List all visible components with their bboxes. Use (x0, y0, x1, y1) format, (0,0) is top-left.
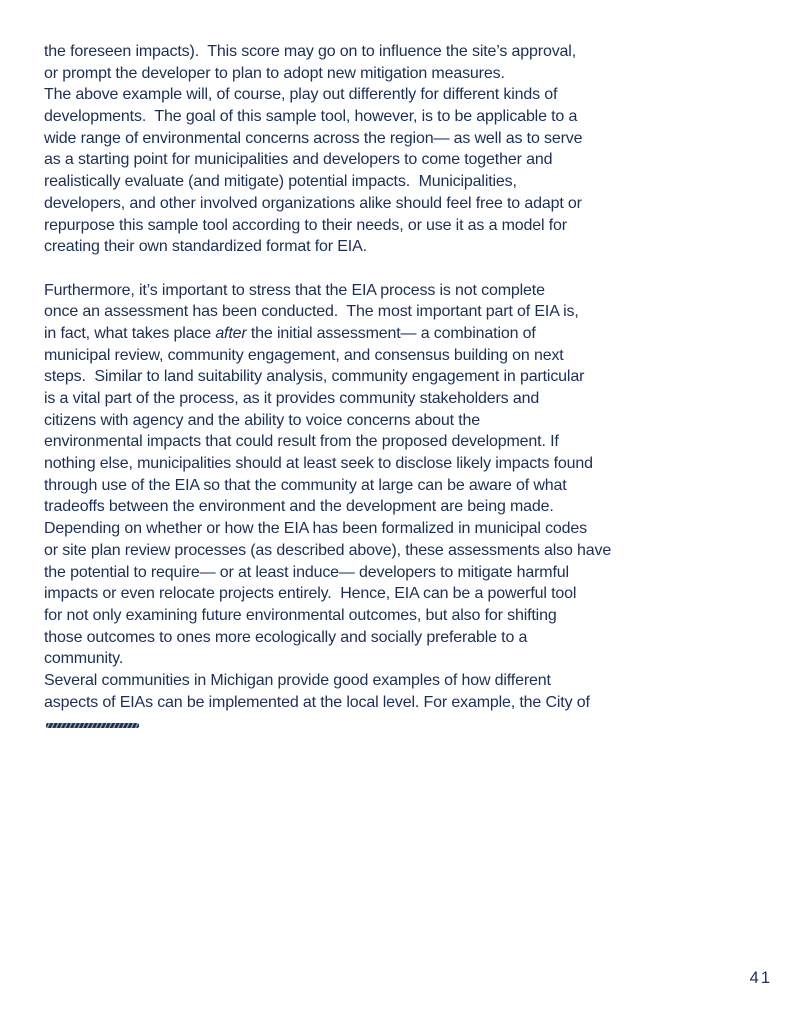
text-line: repurpose this sample tool according to their needs, or use it as a model for (44, 216, 567, 234)
text-line: Depending on whether or how the EIA has been formalized in municipal codes (44, 520, 588, 538)
text-line: Several communities in Michigan provide good examples of how different (44, 671, 551, 689)
text-line: the potential to require— or at least induce— developers to mitigate harmful (44, 563, 569, 581)
text-line: The above example will, of course, play out differently for different kinds of (44, 86, 558, 104)
text-line: tradeoffs between the environment and the development are being made. (44, 498, 554, 516)
text-line: is a vital part of the process, as it provides community stakeholders and (44, 390, 540, 407)
text-line: realistically evaluate (and mitigate) potential impacts. Municipalities, (44, 173, 517, 191)
text-line: through use of the EIA so that the community at large can be aware of what (44, 476, 567, 494)
paragraph (44, 280, 704, 670)
text-line: or site plan review processes (as described above), these assessments also have (44, 541, 612, 559)
text-line: in fact, what takes place after the initial assessment— a combination of (44, 324, 536, 342)
redaction-squiggle (46, 723, 139, 728)
page-number: 41 (749, 969, 772, 987)
text-line: as a starting point for municipalities and developers to come together and (44, 151, 553, 169)
text-line: community. (44, 650, 124, 668)
text-line: environmental impacts that could result from the proposed development. If (44, 433, 559, 451)
text-line: the foreseen impacts). This score may go on to influence the site’s approval, (44, 43, 576, 60)
text-line: once an assessment has been conducted. The most important part of EIA is, (44, 303, 579, 321)
paragraph (44, 41, 704, 258)
text-line: developments. The goal of this sample tool, however, is to be applicable to a (44, 108, 578, 126)
text-line: creating their own standardized format for EIA. (44, 238, 367, 256)
text-line: steps. Similar to land suitability analysis, community engagement in particular (44, 368, 585, 386)
text-line: those outcomes to ones more ecologically and socially preferable to a (44, 628, 528, 646)
text-line: Furthermore, it’s important to stress that the EIA process is not complete (44, 281, 545, 299)
text-line: or prompt the developer to plan to adopt new mitigation measures. (44, 64, 505, 82)
paragraph (44, 670, 704, 713)
text-body (44, 41, 704, 728)
text-line: nothing else, municipalities should at least seek to disclose likely impacts found (44, 455, 593, 473)
text-line: for not only examining future environmental outcomes, but also for shifting (44, 606, 557, 624)
text-line: developers, and other involved organizations alike should feel free to adapt or (44, 194, 582, 212)
text-line: aspects of EIAs can be implemented at the local level. For example, the City of (44, 693, 590, 711)
text-line: impacts or even relocate projects entirely. Hence, EIA can be a powerful tool (44, 585, 577, 603)
text-line: wide range of environmental concerns across the region— as well as to serve (44, 129, 583, 147)
text-line: municipal review, community engagement, and consensus building on next (44, 346, 564, 364)
text-line: citizens with agency and the ability to voice concerns about the (44, 411, 480, 429)
